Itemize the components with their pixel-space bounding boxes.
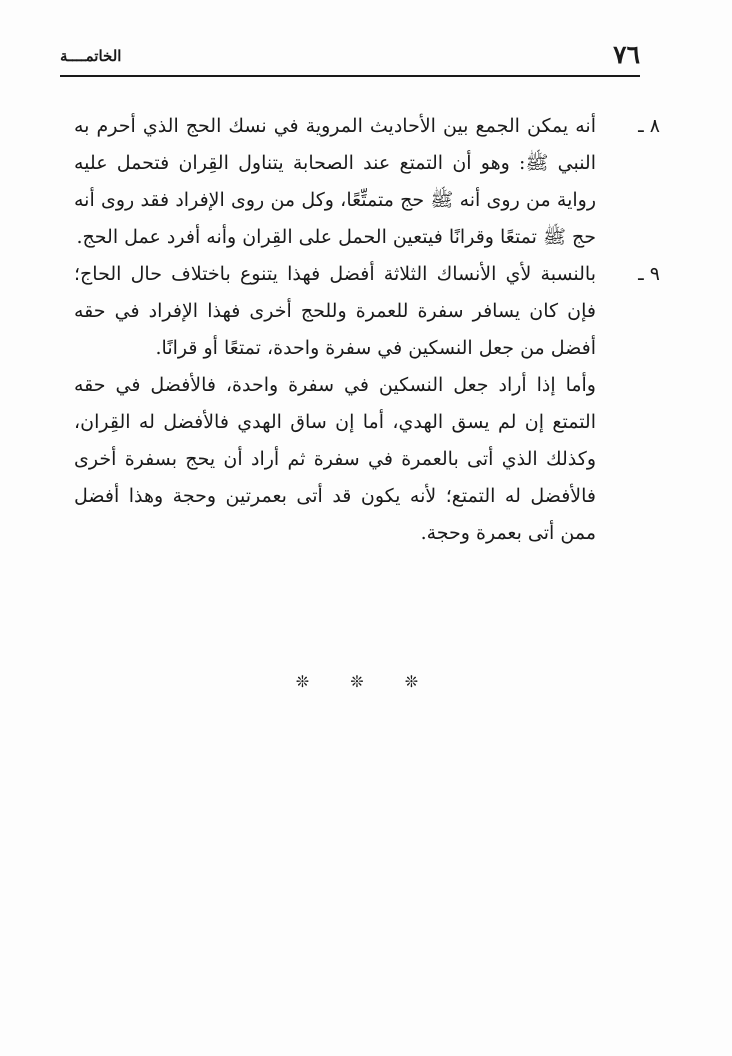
page-header bbox=[60, 38, 640, 78]
item-number: ٩ ـ bbox=[638, 263, 660, 285]
page-number: ٧٦ bbox=[613, 40, 640, 69]
list-item bbox=[74, 256, 660, 367]
closing-paragraph: وأما إذا أراد جعل النسكين في سفرة واحدة، فالأفضل في حقه التمتع إن لم يسق الهدي، أما إن ساق الهدي فالأفضل له القِران، وكذلك الذي أتى بالعمرة في سفرة ثم أراد أن يحج بسفرة أخرى فالأفضل له التمتع؛ لأنه يكون قد أتى بعمرتين وحجة وهذا أفضل ممن أتى بعمرة وحجة. bbox=[74, 374, 596, 544]
item-text: أنه يمكن الجمع بين الأحاديث المروية في نسك الحج الذي أحرم به النبي ﷺ: وهو أن التمتع عند الصحابة يتناول القِران فتحمل عليه رواية من روى أنه ﷺ حج متمتِّعًا، وكل من روى الإفراد فقد روى أنه حج ﷺ تمتعًا وقرانًا فيتعين الحمل على القِران وأنه أفرد عمل الحج. bbox=[74, 115, 596, 248]
header-rule bbox=[60, 75, 640, 77]
item-number: ٨ ـ bbox=[638, 115, 660, 137]
section-separator: ❊ ❊ ❊ bbox=[295, 672, 437, 691]
list-item bbox=[74, 108, 660, 256]
page-body bbox=[74, 108, 660, 552]
running-title: الخاتمــــة bbox=[60, 47, 122, 65]
item-text: بالنسبة لأي الأنساك الثلاثة أفضل فهذا يتنوع باختلاف حال الحاج؛ فإن كان يسافر سفرة للعمرة وللحج أخرى فهذا الإفراد في حقه أفضل من جعل النسكين في سفرة واحدة، تمتعًا أو قرانًا. bbox=[74, 263, 596, 359]
